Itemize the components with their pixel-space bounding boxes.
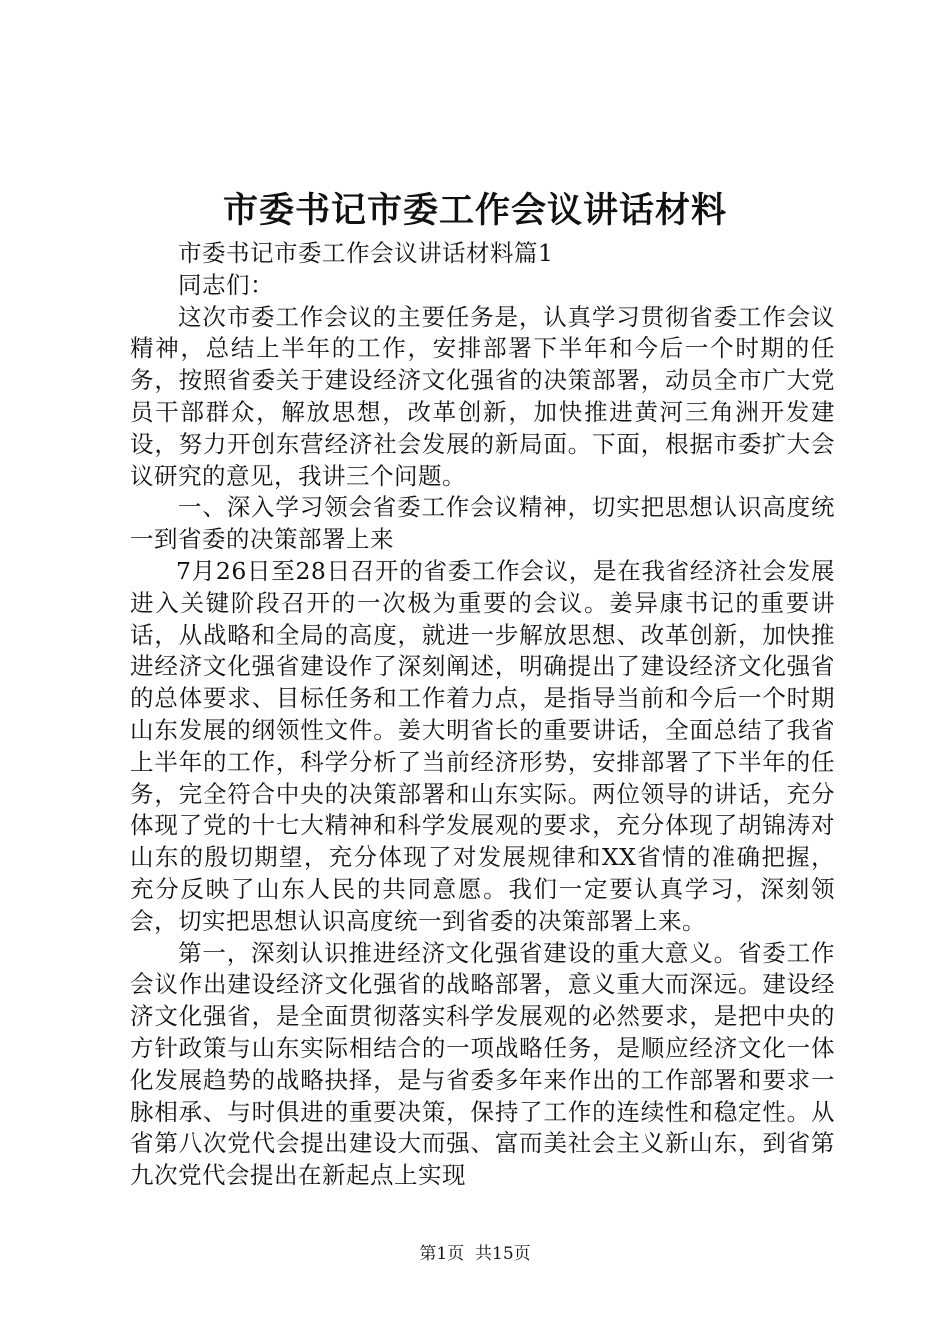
salutation: 同志们： [178, 270, 274, 299]
paragraph-1: 这次市委工作会议的主要任务是，认真学习贯彻省委工作会议精神，总结上半年的工作，安排部署下半年和今后一个时期的任务，按照省委关于建设经济文化强省的决策部署，动员全市广大党员干部群众，解放思想，改革创新，加快推进黄河三角洲开发建设，努力开创东营经济社会发展的新局面。下面，根据市委扩大会议研究的意见，我讲三个问题。 [130, 302, 835, 490]
document-body [130, 238, 835, 1192]
paragraph-3: 第一，深刻认识推进经济文化强省建设的重大意义。省委工作会议作出建设经济文化强省的战略部署，意义重大而深远。建设经济文化强省，是全面贯彻落实科学发展观的必然要求，是把中央的方针政策与山东实际相结合的一项战略任务，是顺应经济文化一体化发展趋势的战略抉择，是与省委多年来作出的工作部署和要求一脉相承、与时俱进的重要决策，保持了工作的连续性和稳定性。从省第八次党代会提出建设大而强、富而美社会主义新山东，到省第九次党代会提出在新起点上实现 [130, 938, 835, 1190]
page-footer [0, 1242, 950, 1266]
total-pages: 共15页 [475, 1244, 531, 1264]
section-heading-1: 一、深入学习领会省委工作会议精神，切实把思想认识高度统一到省委的决策部署上来 [130, 493, 835, 554]
page-number: 第1页 [419, 1244, 465, 1264]
paragraph-2: 7月26日至28日召开的省委工作会议，是在我省经济社会发展进入关键阶段召开的一次极为重要的会议。姜异康书记的重要讲话，从战略和全局的高度，就进一步解放思想、改革创新，加快推进经济文化强省建设作了深刻阐述，明确提出了建设经济文化强省的总体要求、目标任务和工作着力点，是指导当前和今后一个时期山东发展的纲领性文件。姜大明省长的重要讲话，全面总结了我省上半年的工作，科学分析了当前经济形势，安排部署了下半年的任务，完全符合中央的决策部署和山东实际。两位领导的讲话，充分体现了党的十七大精神和科学发展观的要求，充分体现了胡锦涛对山东的殷切期望，充分体现了对发展规律和XX省情的准确把握，充分反映了山东人民的共同意愿。我们一定要认真学习，深刻领会，切实把思想认识高度统一到省委的决策部署上来。 [130, 556, 835, 935]
document-subtitle: 市委书记市委工作会议讲话材料篇1 [178, 239, 554, 267]
footer-spacer [464, 1244, 475, 1264]
document-title: 市委书记市委工作会议讲话材料 [222, 190, 727, 231]
